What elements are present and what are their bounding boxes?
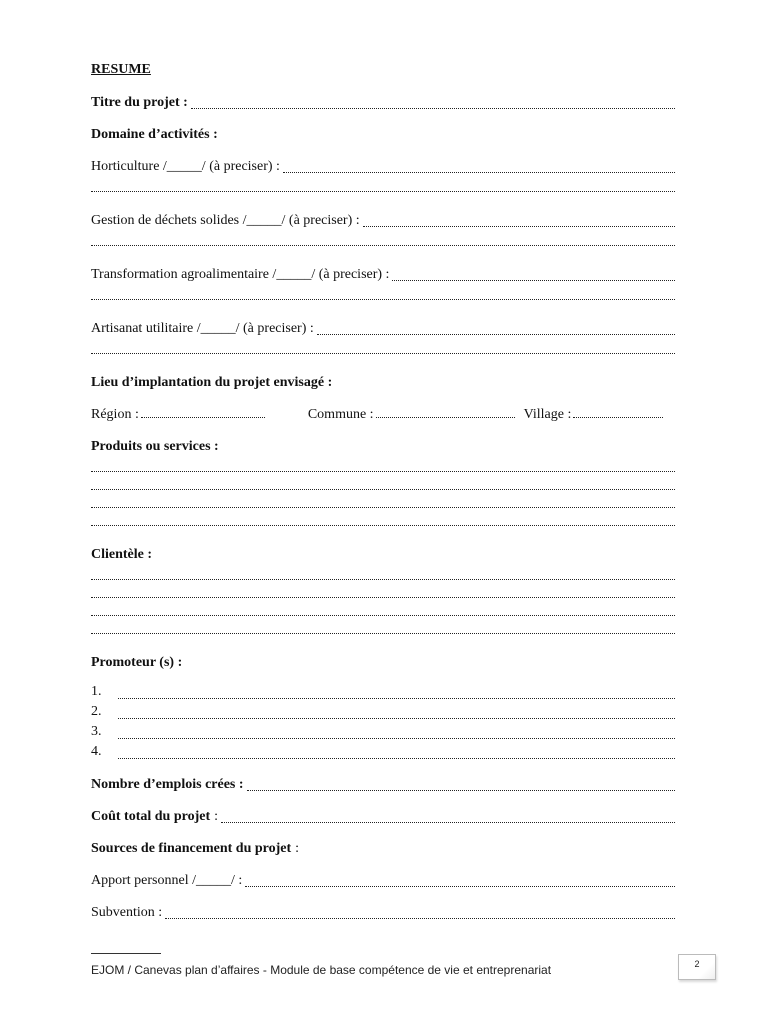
domaine-continuation-line[interactable] bbox=[91, 230, 675, 246]
produits-line[interactable] bbox=[91, 492, 675, 508]
promoteur-number: 3. bbox=[91, 724, 102, 739]
promoteur-number: 2. bbox=[91, 704, 102, 719]
promoteur-field[interactable] bbox=[118, 746, 675, 759]
produits-line[interactable] bbox=[91, 456, 675, 472]
page-number: 2 bbox=[678, 954, 716, 980]
domaine-row-artisanat bbox=[91, 319, 675, 338]
domaine-continuation-line[interactable] bbox=[91, 284, 675, 300]
promoteur-field[interactable] bbox=[118, 706, 675, 719]
promoteur-row bbox=[91, 682, 675, 702]
emplois-row bbox=[91, 775, 675, 794]
promoteur-number: 1. bbox=[91, 684, 102, 699]
apport-row bbox=[91, 871, 675, 890]
promoteur-row bbox=[91, 702, 675, 722]
footer-text: EJOM / Canevas plan d’affaires - Module de base compétence de vie et entreprenariat bbox=[91, 963, 552, 977]
domaine-row-agro bbox=[91, 265, 675, 284]
promoteur-row bbox=[91, 742, 675, 762]
commune-field[interactable] bbox=[376, 405, 515, 418]
cout-label: Coût total du projet bbox=[91, 809, 211, 824]
domaine-field-dechets[interactable] bbox=[363, 214, 675, 227]
promoteur-number: 4. bbox=[91, 744, 102, 759]
promoteur-row bbox=[91, 722, 675, 742]
domaine-field-horticulture[interactable] bbox=[283, 160, 675, 173]
produits-line[interactable] bbox=[91, 510, 675, 526]
region-field[interactable] bbox=[141, 405, 265, 418]
clientele-line[interactable] bbox=[91, 582, 675, 598]
subvention-label: Subvention : bbox=[91, 905, 163, 920]
village-field[interactable] bbox=[573, 405, 663, 418]
emplois-field[interactable] bbox=[247, 778, 675, 791]
titre-projet-field[interactable] bbox=[191, 96, 675, 109]
footer-rule bbox=[91, 953, 161, 954]
domaine-label-horticulture: Horticulture /_____/ (à preciser) : bbox=[91, 159, 280, 174]
domaine-heading: Domaine d’activités : bbox=[91, 127, 218, 142]
domaine-label-artisanat: Artisanat utilitaire /_____/ (à preciser) : bbox=[91, 321, 314, 336]
promoteur-heading: Promoteur (s) : bbox=[91, 655, 183, 670]
domaine-row-dechets bbox=[91, 211, 675, 230]
apport-label: Apport personnel /_____/ : bbox=[91, 873, 243, 888]
emplois-label: Nombre d’emplois crées : bbox=[91, 777, 244, 792]
domaine-label-agro: Transformation agroalimentaire /_____/ (à preciser) : bbox=[91, 267, 390, 282]
domaine-field-artisanat[interactable] bbox=[317, 322, 675, 335]
sources-colon: : bbox=[295, 841, 300, 856]
cout-field[interactable] bbox=[221, 810, 675, 823]
clientele-heading: Clientèle : bbox=[91, 547, 153, 562]
cout-row bbox=[91, 807, 675, 826]
titre-projet-row bbox=[91, 93, 675, 112]
subvention-field[interactable] bbox=[165, 906, 675, 919]
form-page bbox=[91, 60, 675, 922]
domaine-continuation-line[interactable] bbox=[91, 176, 675, 192]
sources-heading: Sources de financement du projet bbox=[91, 841, 292, 856]
lieu-row bbox=[91, 405, 675, 424]
produits-heading: Produits ou services : bbox=[91, 439, 219, 454]
domaine-continuation-line[interactable] bbox=[91, 338, 675, 354]
subvention-row bbox=[91, 903, 675, 922]
domaine-label-dechets: Gestion de déchets solides /_____/ (à preciser) : bbox=[91, 213, 360, 228]
produits-line[interactable] bbox=[91, 474, 675, 490]
apport-field[interactable] bbox=[245, 874, 675, 887]
domaine-row-horticulture bbox=[91, 157, 675, 176]
clientele-line[interactable] bbox=[91, 618, 675, 634]
clientele-line[interactable] bbox=[91, 564, 675, 580]
form-title: RESUME bbox=[91, 62, 151, 77]
cout-colon: : bbox=[214, 809, 219, 824]
clientele-line[interactable] bbox=[91, 600, 675, 616]
titre-projet-label: Titre du projet : bbox=[91, 95, 188, 110]
promoteur-field[interactable] bbox=[118, 726, 675, 739]
village-label: Village : bbox=[523, 407, 572, 422]
commune-label: Commune : bbox=[307, 407, 374, 422]
domaine-field-agro[interactable] bbox=[392, 268, 675, 281]
sources-row bbox=[91, 839, 675, 858]
promoteur-field[interactable] bbox=[118, 686, 675, 699]
region-label: Région : bbox=[91, 407, 139, 422]
lieu-heading: Lieu d’implantation du projet envisagé : bbox=[91, 375, 333, 390]
